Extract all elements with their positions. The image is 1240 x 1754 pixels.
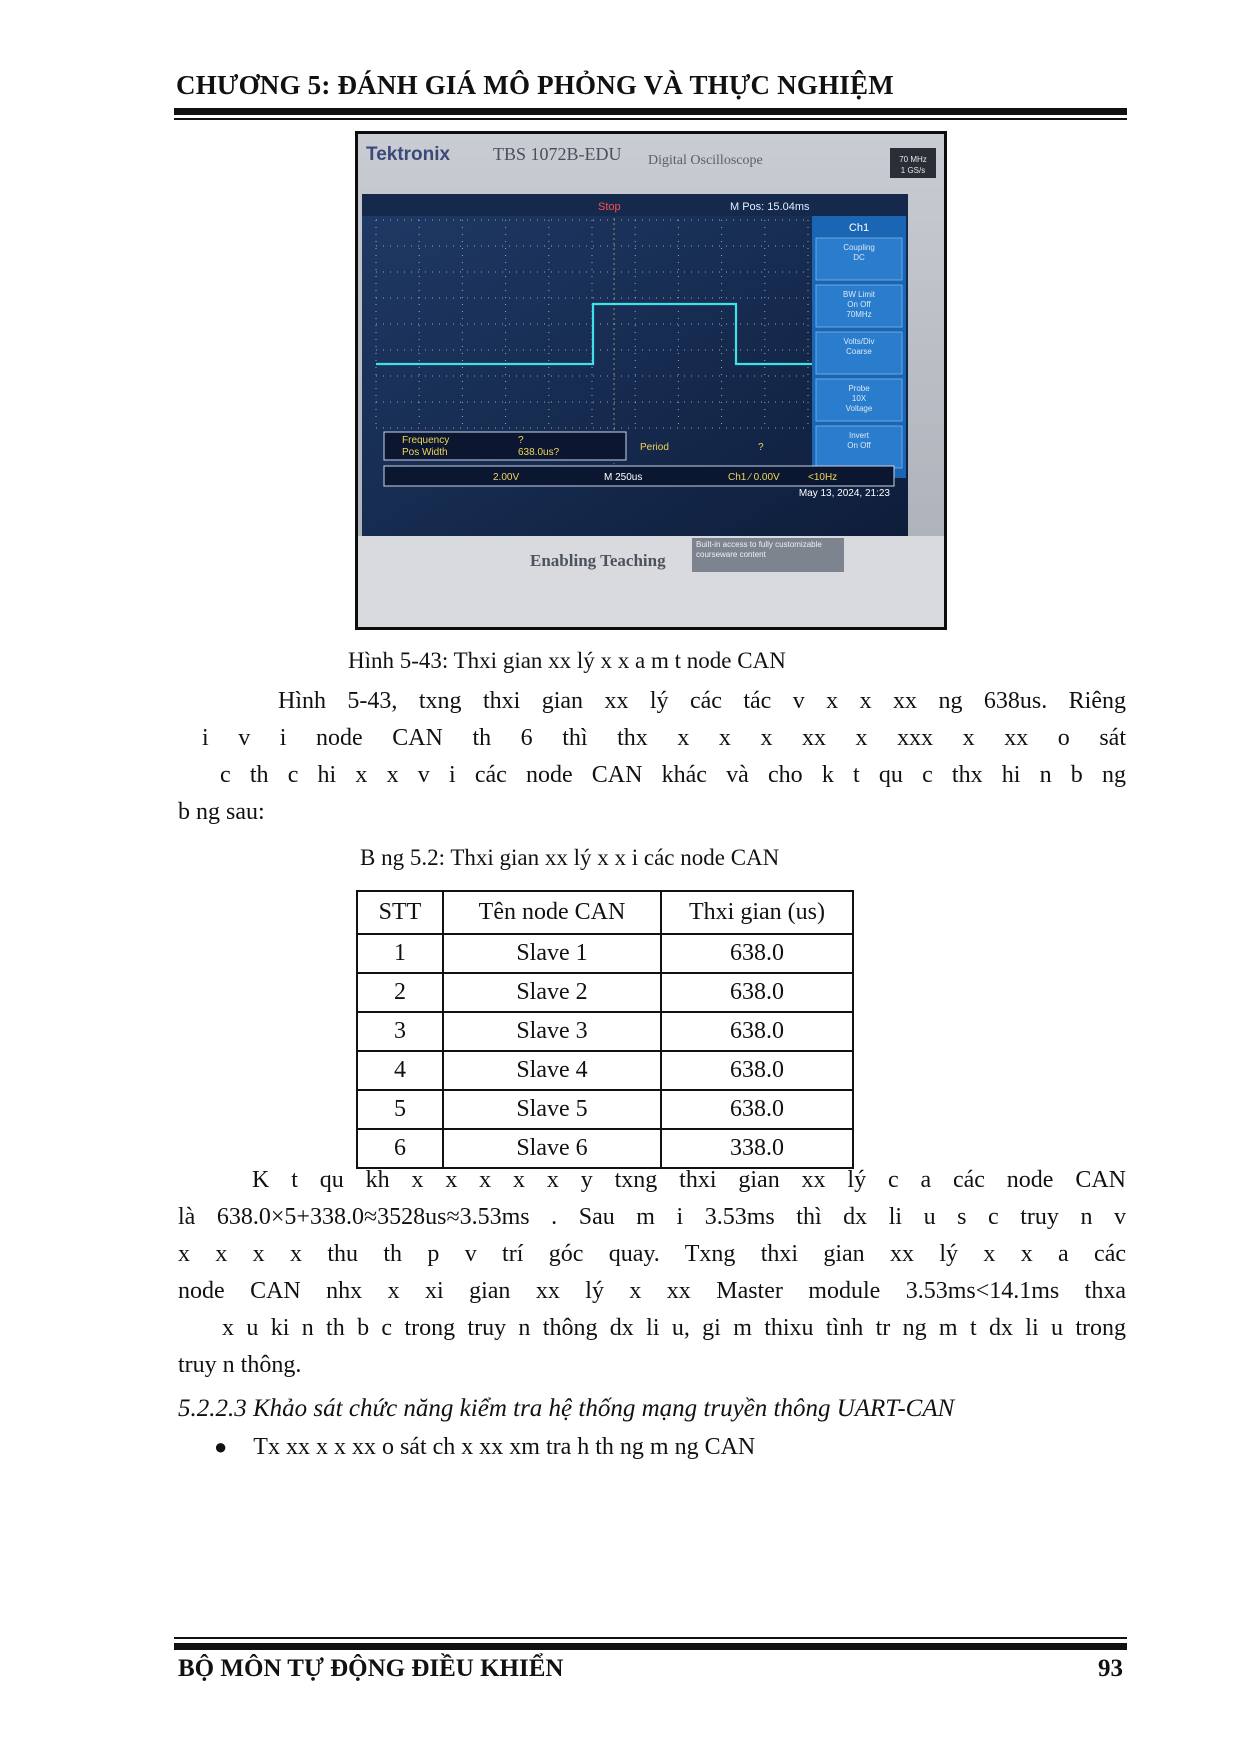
brand-label: Tektronix [366,144,451,165]
paragraph-line: c th c hi x x v i các node CAN khác và cho k t qu c thx hi n b ng [220,762,1126,788]
bullet-text: Tx xx x x xx o sát ch x xx xm tra h th ng m ng CAN [253,1434,756,1460]
trigger-freq: <10Hz [808,472,838,483]
paragraph-2 [178,1162,1126,1384]
cell-stt: 5 [357,1090,443,1129]
model-label: TBS 1072B-EDU [493,144,622,164]
menu-text: Voltage [845,404,873,413]
cell-stt: 1 [357,934,443,973]
mpos-readout: M Pos: 15.04ms [730,201,810,213]
cell-stt: 6 [357,1129,443,1168]
footer-department: BỘ MÔN TỰ ĐỘNG ĐIỀU KHIỂN [178,1655,564,1682]
table-header-row [357,891,853,934]
trigger-readout: Ch1 ∕ 0.00V [728,472,780,483]
paragraph-line: K t qu kh x x x x x y txng thxi gian xx lý c a các node CAN [252,1167,1126,1193]
volts-readout: 2.00V [493,472,520,483]
scope-type-label: Digital Oscilloscope [648,153,763,168]
processing-time-table [356,890,854,1169]
poswidth-value: 638.0us? [518,447,560,458]
menu-text: Volts/Div [843,337,875,346]
paragraph-1 [178,683,1126,831]
header-rule-thin [174,118,1127,120]
table-row [357,973,853,1012]
menu-text: DC [853,253,865,262]
period-value: ? [758,442,764,453]
table-row [357,1012,853,1051]
freq-value: ? [518,435,524,446]
oscilloscope-figure [355,131,947,630]
menu-text: On Off [847,441,871,450]
status-stop: Stop [598,201,621,213]
footer-rule [174,1643,1127,1650]
cell-time: 638.0 [661,1090,853,1129]
figure-caption: Hình 5-43: Thxi gian xx lý x x a m t node CAN [348,648,786,673]
col-header-node: Tên node CAN [443,891,661,934]
menu-text: 10X [851,394,867,403]
bullet-icon: ● [214,1434,228,1459]
cell-time: 638.0 [661,1051,853,1090]
cell-time: 638.0 [661,973,853,1012]
cell-time: 638.0 [661,1012,853,1051]
menu-channel: Ch1 [848,222,870,234]
menu-text: Invert [848,431,870,440]
paragraph-line: x x x x thu th p v trí góc quay. Txng thxi gian xx lý x x a các [178,1241,1126,1267]
paragraph-line: truy n thông. [178,1352,302,1378]
section-heading: 5.2.2.3 Khảo sát chức năng kiểm tra hệ thống mạng truyền thông UART-CAN [178,1395,955,1422]
paragraph-line: b ng sau: [178,799,265,825]
bullet-item [214,1434,755,1461]
paragraph-line: là 638.0×5+338.0≈3528us≈3.53ms . Sau m i 3.53ms thì dx li u s c truy n v [178,1204,1126,1230]
cell-node: Slave 6 [443,1129,661,1168]
timebase-readout: M 250us [604,472,643,483]
period-label: Period [640,442,669,453]
table-row [357,1051,853,1090]
cell-stt: 4 [357,1051,443,1090]
footer-rule-thin [174,1637,1127,1639]
chapter-title: CHƯƠNG 5: ĐÁNH GIÁ MÔ PHỎNG VÀ THỰC NGHIỆM [176,70,894,100]
bezel-tagline: Enabling Teaching [530,551,666,570]
cell-time: 338.0 [661,1129,853,1168]
menu-text: Coupling [843,243,875,252]
paragraph-line: i v i node CAN th 6 thì thx x x x xx x xxx x xx o sát [202,725,1126,751]
paragraph-line: x u ki n th b c trong truy n thông dx li u, gi m thixu tình tr ng m t dx li u trong [222,1315,1126,1341]
cell-node: Slave 5 [443,1090,661,1129]
cell-node: Slave 2 [443,973,661,1012]
col-header-stt: STT [357,891,443,934]
menu-text: BW Limit [843,290,875,299]
page-number: 93 [1098,1655,1123,1682]
menu-text: Coarse [846,347,872,356]
spec-bandwidth: 70 MHz [899,155,927,164]
paragraph-line: node CAN nhx x xi gian xx lý x xx Master module 3.53ms<14.1ms thxa [178,1278,1126,1304]
header-rule [174,108,1127,115]
bezel-note: Built-in access to fully customizable courseware content [696,540,822,559]
cell-stt: 2 [357,973,443,1012]
paragraph-line: Hình 5-43, txng thxi gian xx lý các tác v x x xx ng 638us. Riêng [278,688,1126,714]
table-row [357,934,853,973]
cell-time: 638.0 [661,934,853,973]
cell-node: Slave 4 [443,1051,661,1090]
menu-text: Probe [848,384,870,393]
menu-text: 70MHz [846,310,872,319]
cell-node: Slave 1 [443,934,661,973]
table-row [357,1090,853,1129]
cell-stt: 3 [357,1012,443,1051]
menu-text: On Off [847,300,871,309]
date-readout: May 13, 2024, 21:23 [798,488,890,499]
col-header-time: Thxi gian (us) [661,891,853,934]
freq-label: Frequency [402,435,450,446]
cell-node: Slave 3 [443,1012,661,1051]
spec-rate: 1 GS/s [900,166,926,175]
poswidth-label: Pos Width [402,447,448,458]
table-caption: B ng 5.2: Thxi gian xx lý x x i các node CAN [360,845,780,870]
